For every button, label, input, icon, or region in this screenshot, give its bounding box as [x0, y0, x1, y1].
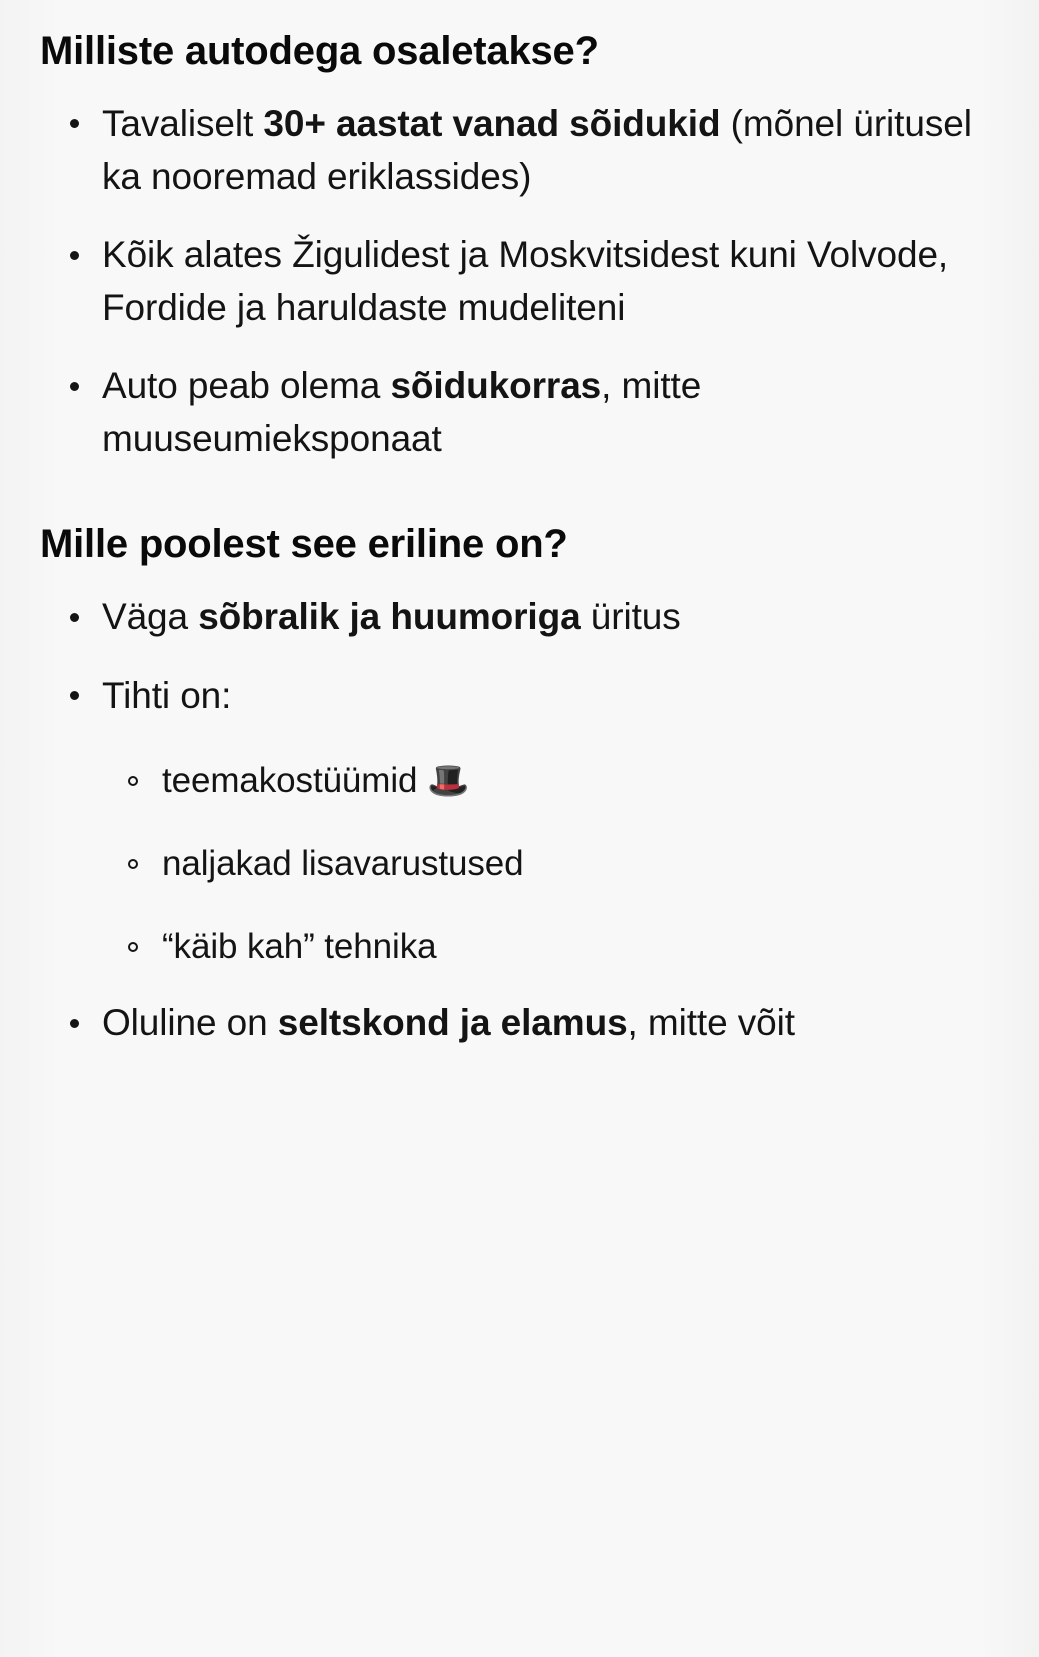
- bullet-dot-icon: [70, 382, 79, 391]
- list-item-text-tail: , mitte võit: [627, 1002, 795, 1044]
- list-item-text-lead: Oluline on: [102, 1002, 278, 1044]
- top-hat-icon: 🎩: [427, 762, 470, 801]
- bullet-circle-icon: [128, 942, 138, 952]
- sub-list-item-text: teemakostüümid: [162, 761, 428, 801]
- sub-list-item: [102, 922, 999, 971]
- list-item-text-tail: , mitte muuseumieksponaat: [102, 365, 702, 459]
- section-special: [40, 519, 999, 1050]
- list-item: [40, 360, 999, 465]
- bullet-circle-icon: [128, 776, 138, 786]
- section-heading-cars: Milliste autodega osaletakse?: [40, 29, 599, 73]
- list-item: [40, 670, 999, 972]
- sub-list-item: [102, 839, 999, 888]
- bullet-dot-icon: [70, 691, 79, 700]
- list-item-text-lead: Kõik alates Žigulidest ja Moskvitsidest kuni Volvode, Fordide ja haruldaste mudeliteni: [102, 234, 949, 328]
- bullet-circle-icon: [128, 859, 138, 869]
- sub-list-item-text: “käib kah” tehnika: [162, 927, 437, 967]
- list-item: [40, 229, 999, 334]
- bullet-dot-icon: [70, 119, 79, 128]
- list-item: [40, 997, 999, 1050]
- bullet-list-cars: [40, 98, 999, 465]
- sub-list-item-text: naljakad lisavarustused: [162, 844, 524, 884]
- list-item-text-lead: Väga: [102, 596, 199, 638]
- list-item-text-lead: Tavaliselt: [102, 103, 264, 144]
- list-item: [40, 98, 999, 203]
- list-item-text-bold: 30+ aastat vanad sõidukid: [263, 103, 721, 144]
- list-item-text-tail: (mõnel üritusel ka nooremad eriklassides): [102, 103, 972, 197]
- sub-bullet-list: [102, 756, 999, 971]
- sub-list-item: [102, 756, 999, 805]
- section-cars: [40, 26, 999, 465]
- list-item: [40, 591, 999, 644]
- section-heading-special: Mille poolest see eriline on?: [40, 522, 568, 567]
- list-item-text-lead: Tihti on:: [102, 674, 232, 716]
- list-item-text-tail: üritus: [580, 596, 681, 638]
- list-item-text-bold: sõidukorras: [390, 365, 602, 407]
- bullet-list-special: [40, 591, 999, 1050]
- sublist-wrapper: [102, 756, 999, 971]
- list-item-text-lead: Auto peab olema: [102, 365, 391, 407]
- list-item-text-bold: seltskond ja elamus: [277, 1002, 628, 1044]
- bullet-dot-icon: [70, 251, 79, 260]
- bullet-dot-icon: [70, 613, 79, 622]
- list-item-text-bold: sõbralik ja huumoriga: [198, 596, 581, 638]
- bullet-dot-icon: [70, 1019, 79, 1028]
